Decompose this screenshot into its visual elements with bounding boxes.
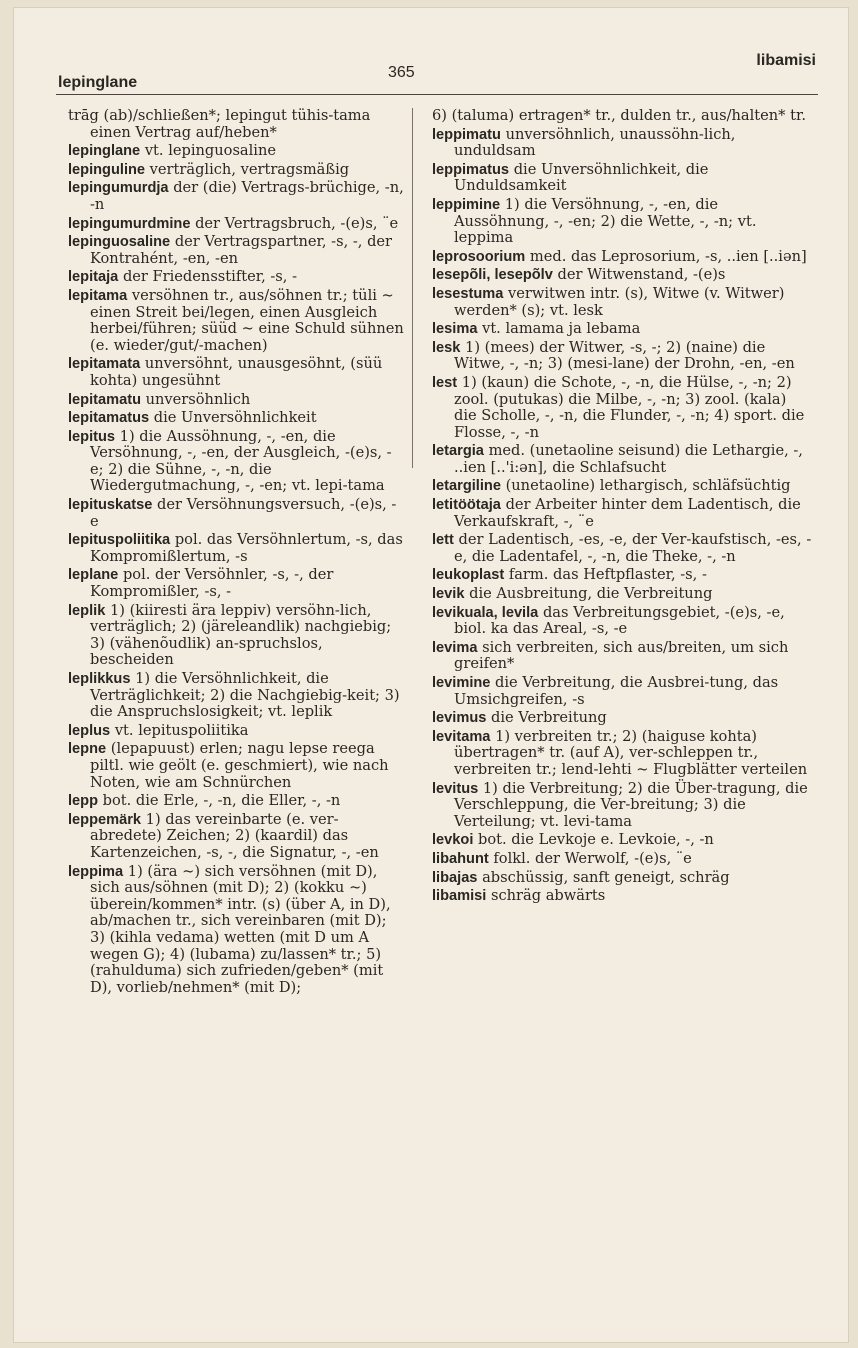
- dictionary-entry: [432, 729, 812, 779]
- entry-headword: lepitamatu: [68, 391, 141, 408]
- entry-headword: lepne: [68, 741, 107, 758]
- entry-body: die Verbreitung, die Ausbrei-tung, das Umsichgreifen, -s: [454, 674, 779, 708]
- entry-body: schräg abwärts: [490, 887, 606, 905]
- right-column: [432, 108, 812, 907]
- entry-headword: lepitamata: [68, 356, 141, 373]
- entry-headword: lepituspoliitika: [68, 532, 171, 549]
- entry-body: farm. das Heftpflaster, -s, -: [508, 566, 707, 584]
- entry-headword: leplus: [68, 722, 111, 739]
- entry-body: unversöhnlich: [145, 390, 251, 408]
- entry-body: 1) die Aussöhnung, -, -en, die Versöhnung, -, -en, der Ausgleich, -(e)s, -e; 2) die Sühne, -, -n, die Wiedergutmachung, -, -en; vt. lepi-tama: [90, 427, 392, 495]
- entry-body: verwitwen intr. (s), Witwe (v. Witwer) werden* (s); vt. lesk: [454, 284, 785, 319]
- entry-body: der Versöhnungsversuch, -(e)s, -e: [90, 496, 397, 530]
- entry-body: verträglich, vertragsmäßig: [149, 160, 350, 178]
- entry-body: med. das Leprosorium, -s, ..ien [..iən]: [529, 247, 807, 265]
- entry-headword: levima: [432, 639, 478, 656]
- entry-headword: letitöötaja: [432, 497, 501, 514]
- dictionary-entry: [432, 532, 812, 565]
- entry-headword: levitama: [432, 728, 491, 745]
- dictionary-entry: [432, 108, 812, 125]
- entry-headword: leplane: [68, 567, 119, 584]
- entry-body: bot. die Erle, -, -n, die Eller, -, -n: [102, 792, 341, 810]
- entry-body: 1) (mees) der Witwer, -s, -; 2) (naine) die Witwe, -, -n; 3) (mesi-lane) der Drohn, -en, -en: [454, 338, 795, 373]
- dictionary-entry: [68, 429, 404, 495]
- entry-body: vt. lamama ja lebama: [482, 320, 641, 338]
- dictionary-entry: [68, 108, 404, 141]
- dictionary-entry: [432, 127, 812, 160]
- entry-headword: lepp: [68, 793, 98, 810]
- entry-headword: lepinguline: [68, 161, 146, 178]
- entry-headword: lett: [432, 532, 454, 549]
- entry-body: der Vertragsbruch, -(e)s, ¨e: [195, 214, 399, 232]
- entry-body: die Verbreitung: [491, 709, 607, 727]
- dictionary-entry: [432, 832, 812, 849]
- dictionary-entry: [68, 216, 404, 233]
- entry-headword: leppemärk: [68, 811, 142, 828]
- dictionary-entry: [432, 197, 812, 247]
- entry-headword: leppimatu: [432, 126, 501, 143]
- entry-headword: lepingumurdja: [68, 180, 169, 197]
- entry-headword: lepitaja: [68, 269, 119, 286]
- entry-headword: leppimine: [432, 196, 501, 213]
- entry-body: folkl. der Werwolf, -(e)s, ¨e: [493, 849, 692, 867]
- entry-body: der Friedensstifter, -s, -: [122, 268, 298, 286]
- dictionary-entry: [68, 180, 404, 213]
- entry-headword: lepitamatus: [68, 410, 150, 427]
- entry-body: 1) die Versöhnung, -, -en, die Aussöhnung, -, -en; 2) die Wette, -, -n; vt. leppima: [454, 195, 757, 247]
- dictionary-entry: [432, 675, 812, 708]
- dictionary-entry: [68, 812, 404, 862]
- entry-headword: lesima: [432, 321, 478, 338]
- entry-body: der (die) Vertrags-brüchige, -n, -n: [90, 179, 404, 213]
- dictionary-entry: [432, 249, 812, 266]
- dictionary-entry: [432, 321, 812, 338]
- entry-headword: lepingumurdmine: [68, 215, 191, 232]
- header-first-entry: lepinglane: [58, 74, 138, 91]
- entry-headword: libahunt: [432, 850, 489, 867]
- dictionary-entry: [68, 603, 404, 669]
- entry-body: 1) (ära ~) sich versöhnen (mit D), sich aus/söhnen (mit D); 2) (kokku ~) überein/kommen* intr. (s) (über A, in D), ab/machen tr., sich vereinbaren (mit D); 3) (kihla vedama) wetten (mit D um A wegen G); 4) (lubama) zu/lassen* tr.; 5) (rahulduma) sich zufrieden/geben* (mit D), vorlieb/nehmen* (mit D);: [90, 862, 391, 996]
- entry-body: die Ausbreitung, die Verbreitung: [469, 585, 713, 603]
- entry-body: sich verbreiten, sich aus/breiten, um sich greifen*: [454, 638, 789, 673]
- dictionary-entry: [432, 870, 812, 887]
- entry-body: (unetaoline) lethargisch, schläfsüchtig: [505, 477, 791, 495]
- dictionary-entry: [68, 162, 404, 179]
- entry-headword: leppima: [68, 863, 124, 880]
- entry-headword: lepinguosaline: [68, 234, 171, 251]
- dictionary-entry: [432, 605, 812, 638]
- entry-body: 1) (kiiresti ära leppiv) versöhn-lich, verträglich; 2) (järeleandlik) nachgiebig; 3) (vähenõudlik) an-spruchslos, bescheiden: [90, 601, 392, 669]
- dictionary-page: [14, 8, 848, 1342]
- dictionary-entry: [432, 375, 812, 441]
- entry-body: das Verbreitungsgebiet, -(e)s, -e, biol. ka das Areal, -s, -e: [454, 603, 785, 638]
- dictionary-entry: [432, 286, 812, 319]
- entry-headword: lepituskatse: [68, 497, 153, 514]
- entry-body: med. (unetaoline seisund) die Lethargie, -, ..ien [..'i:ən], die Schlafsucht: [454, 442, 803, 476]
- entry-headword: levimus: [432, 710, 487, 727]
- dictionary-entry: [68, 356, 404, 389]
- entry-headword: lesepõli, lesepõlv: [432, 267, 553, 284]
- left-column: [68, 108, 404, 998]
- entry-body: vt. lepituspoliitika: [114, 721, 249, 739]
- dictionary-entry: [68, 671, 404, 721]
- entry-headword: lesestuma: [432, 285, 504, 302]
- entry-headword: levkoi: [432, 832, 474, 849]
- page-header: [14, 8, 848, 98]
- dictionary-entry: [68, 410, 404, 427]
- dictionary-entry: [68, 864, 404, 997]
- dictionary-entry: [68, 723, 404, 740]
- header-rule: [56, 94, 818, 95]
- entry-headword: levimine: [432, 675, 491, 691]
- dictionary-entry: [68, 392, 404, 409]
- dictionary-entry: [432, 443, 812, 476]
- dictionary-entry: [432, 497, 812, 530]
- dictionary-entry: [432, 710, 812, 727]
- dictionary-entry: [432, 340, 812, 373]
- entry-body: 1) verbreiten tr.; 2) (haiguse kohta) übertragen* tr. (auf A), ver-schleppen tr., verbreiten tr.; lend-lehti ~ Flugblätter verteilen: [454, 727, 808, 778]
- dictionary-entry: [68, 532, 404, 565]
- dictionary-entry: [68, 269, 404, 286]
- entry-body: der Vertragspartner, -s, -, der Kontrahént, -en, -en: [90, 233, 393, 267]
- entry-body: der Witwenstand, -(e)s: [557, 266, 726, 284]
- entry-headword: leprosoorium: [432, 248, 526, 265]
- entry-body: 6) (taluma) ertragen* tr., dulden tr., aus/halten* tr.: [432, 107, 806, 124]
- dictionary-entry: [432, 586, 812, 603]
- entry-body: unversöhnt, unausgesöhnt, (süü kohta) ungesühnt: [90, 355, 383, 389]
- entry-body: unversöhnlich, unaussöhn-lich, unduldsam: [454, 125, 736, 160]
- entry-headword: libamisi: [432, 888, 487, 905]
- entry-headword: leplik: [68, 602, 106, 619]
- entry-body: 1) das vereinbarte (e. ver-abredete) Zeichen; 2) (kaardil) das Kartenzeichen, -s, -, die Signatur, -, -en: [90, 810, 379, 861]
- column-divider: [412, 108, 413, 468]
- entry-headword: letargia: [432, 443, 484, 460]
- page-number: 365: [388, 64, 415, 81]
- entry-headword: leukoplast: [432, 567, 505, 584]
- entry-body: die Unversöhnlichkeit, die Unduldsamkeit: [454, 160, 709, 195]
- entry-headword: lepitus: [68, 428, 116, 445]
- entry-body: der Ladentisch, -es, -e, der Ver-kaufstisch, -es, -e, die Ladentafel, -, -n, die Theke, -, -n: [454, 531, 812, 565]
- entry-headword: letargiline: [432, 478, 501, 495]
- dictionary-entry: [68, 143, 404, 160]
- header-last-entry: libamisi: [756, 52, 816, 69]
- dictionary-entry: [432, 567, 812, 584]
- entry-body: vt. lepinguosaline: [144, 142, 276, 160]
- dictionary-entry: [68, 288, 404, 354]
- dictionary-entry: [432, 162, 812, 195]
- entry-body: 1) (kaun) die Schote, -, -n, die Hülse, -, -n; 2) zool. (putukas) die Milbe, -, -n; 3) zool. (kala) die Scholle, -, -n, die Flunder, -, -n; 4) sport. die Flosse, -, -n: [454, 373, 805, 441]
- entry-body: pol. das Versöhnlertum, -s, das Kompromißlertum, -s: [90, 531, 403, 565]
- entry-body: 1) die Verbreitung; 2) die Über-tragung, die Verschleppung, die Ver-breitung; 3) die Verteilung; vt. levi-tama: [454, 779, 808, 830]
- entry-headword: lesk: [432, 339, 461, 356]
- dictionary-entry: [68, 497, 404, 530]
- dictionary-entry: [432, 478, 812, 495]
- dictionary-entry: [68, 741, 404, 791]
- entry-headword: leppimatus: [432, 161, 510, 178]
- dictionary-entry: [432, 851, 812, 868]
- entry-body: bot. die Levkoje e. Levkoie, -, -n: [478, 831, 714, 849]
- entry-body: die Unversöhnlichkeit: [153, 409, 317, 427]
- entry-body: 1) die Versöhnlichkeit, die Verträglichkeit; 2) die Nachgiebig-keit; 3) die Anspruchslosigkeit; vt. leplik: [90, 670, 400, 721]
- dictionary-entry: [68, 793, 404, 810]
- entry-headword: lepitama: [68, 287, 128, 304]
- entry-headword: libajas: [432, 869, 478, 886]
- entry-body: pol. der Versöhnler, -s, -, der Kompromißler, -s, -: [90, 566, 334, 601]
- entry-body: abschüssig, sanft geneigt, schräg: [482, 868, 730, 886]
- dictionary-entry: [68, 567, 404, 600]
- entry-body: der Arbeiter hinter dem Ladentisch, die Verkaufskraft, -, ¨e: [454, 496, 801, 530]
- dictionary-entry: [68, 234, 404, 267]
- entry-headword: levitus: [432, 780, 479, 797]
- entry-headword: lepinglane: [68, 143, 141, 160]
- entry-headword: leplikkus: [68, 671, 131, 687]
- entry-headword: levikuala, levila: [432, 604, 539, 621]
- dictionary-entry: [432, 888, 812, 905]
- entry-body: (lepapuust) erlen; nagu lepse reega piltl. wie geölt (e. geschmiert), wie nach Noten, wie am Schnürchen: [90, 740, 389, 791]
- entry-headword: lest: [432, 374, 458, 391]
- entry-body: versöhnen tr., aus/söhnen tr.; tüli ~ einen Streit bei/legen, einen Ausgleich herbei/führen; süüd ~ eine Schuld sühnen (e. wieder/gut/-machen): [90, 286, 404, 354]
- dictionary-entry: [432, 781, 812, 831]
- dictionary-entry: [432, 267, 812, 284]
- entry-body: trāg (ab)/schließen*; lepingut tühis-tama einen Vertrag auf/heben*: [68, 107, 371, 141]
- dictionary-entry: [432, 640, 812, 673]
- entry-headword: levik: [432, 586, 465, 603]
